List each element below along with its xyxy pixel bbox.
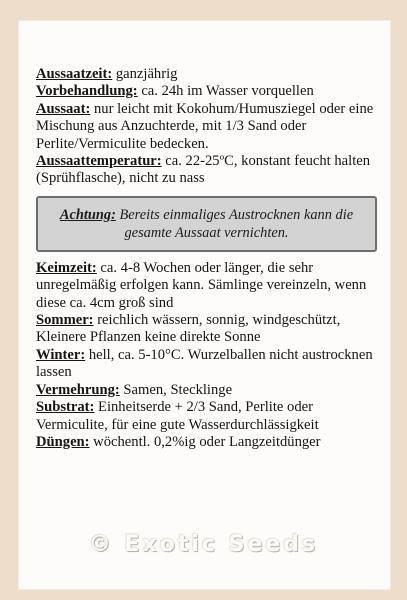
instruction-text: ca. 4-8 Wochen oder länger, die sehr unregelmäßig erfolgen kann. Sämlinge vereinzeln, wenn diese ca. 4cm groß sind <box>36 259 367 311</box>
instruction-label: Winter: <box>36 346 86 363</box>
instruction-label: Düngen: <box>36 433 90 450</box>
instruction-substrat <box>36 399 381 434</box>
warning-box <box>36 196 377 252</box>
instruction-aussaat <box>36 101 381 153</box>
instruction-label: Vermehrung: <box>36 381 120 398</box>
instruction-text: reichlich wässern, sonnig, windgeschützt, Kleinere Pflanzen keine direkte Sonne <box>36 312 341 346</box>
care-instructions <box>36 66 381 451</box>
instruction-text: ca. 22-25ºC, konstant feucht halten (Sprühflasche), nicht zu nass <box>36 153 371 187</box>
instruction-text: wöchentl. 0,2%ig oder Langzeitdünger <box>89 433 321 450</box>
instruction-winter <box>36 347 381 382</box>
instruction-text: ganzjährig <box>112 66 178 82</box>
copyright-watermark: © Exotic Seeds <box>88 532 319 557</box>
instruction-text: Samen, Stecklinge <box>119 381 233 398</box>
instruction-vermehrung <box>36 382 381 399</box>
instruction-duengen <box>36 434 381 451</box>
instruction-text: Einheitserde + 2/3 Sand, Perlite oder Vermiculite, für eine gute Wasserdurchlässigkeit <box>36 399 319 433</box>
instruction-label: Keimzeit: <box>36 259 97 276</box>
instruction-sommer <box>36 312 381 347</box>
instruction-aussaattemperatur <box>36 153 381 188</box>
warning-text: Bereits einmaliges Austrocknen kann die gesamte Aussaat vernichten. <box>115 206 354 241</box>
instruction-text: nur leicht mit Kokohum/Humusziegel oder eine Mischung aus Anzuchterde, mit 1/3 Sand oder Perlite/Vermiculite bedecken. <box>36 100 374 152</box>
instruction-label: Aussaat: <box>36 100 91 117</box>
instruction-vorbehandlung <box>36 83 381 100</box>
instruction-label: Aussaattemperatur: <box>36 153 162 170</box>
instruction-aussaatzeit <box>36 66 381 83</box>
instruction-text: hell, ca. 5-10°C. Wurzelballen nicht austrocknen lassen <box>36 346 373 381</box>
instruction-label: Sommer: <box>36 312 94 329</box>
instruction-keimzeit <box>36 260 381 312</box>
instruction-label: Vorbehandlung: <box>36 83 138 100</box>
instruction-label: Substrat: <box>36 399 95 416</box>
instruction-label: Aussaatzeit: <box>36 66 113 82</box>
seed-instructions-card <box>19 21 390 589</box>
warning-label: Achtung: <box>59 206 116 223</box>
instruction-text: ca. 24h im Wasser vorquellen <box>137 83 314 100</box>
